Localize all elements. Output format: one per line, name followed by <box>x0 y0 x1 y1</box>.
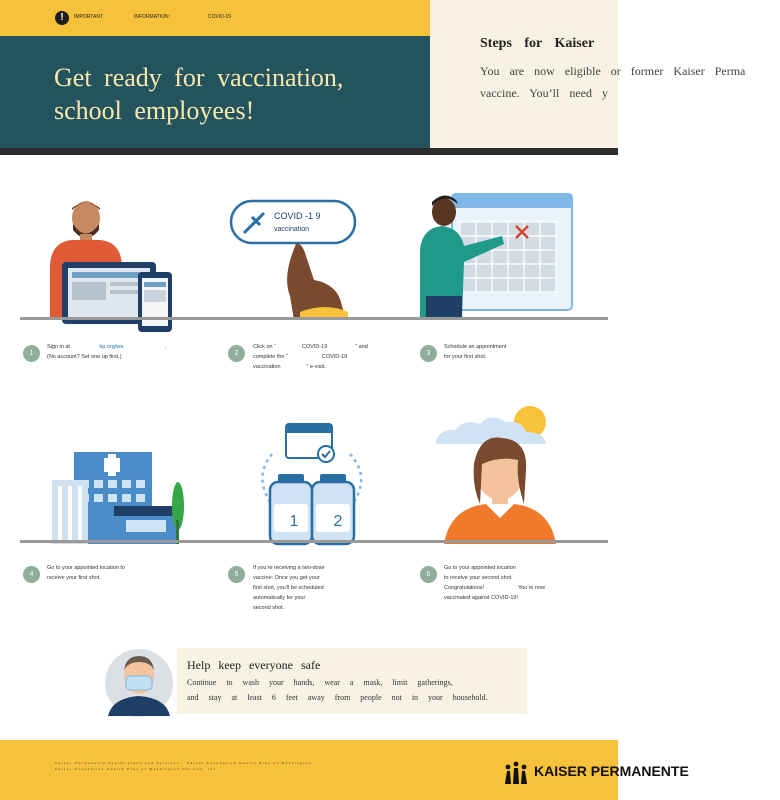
tag-information: INFORMATION: <box>134 14 171 20</box>
step-2-text: Click on “ COVID-19 ” and complete the “ COVID-19 vaccination ” e-visit. <box>253 344 368 370</box>
hero-banner <box>0 36 430 148</box>
logo-text: KAISER PERMANENTE <box>534 763 689 779</box>
step-2-badge: 2 <box>228 345 245 362</box>
top-info-strip <box>0 0 430 36</box>
step-5-badge: 5 <box>228 566 245 583</box>
step-1-text: Sign in at kp.org/wa . (No account? Set one up first.) <box>47 344 167 360</box>
vaccinated-person-icon <box>430 404 570 544</box>
safety-text: Continue to wash your hands, wear a mask, limit gatherings, and stay at least 6 feet away from people not in your household. <box>187 678 488 702</box>
tag-important: IMPORTANT <box>74 14 103 20</box>
kaiser-permanente-logo <box>502 760 689 786</box>
dose-2-label: 2 <box>333 513 343 530</box>
step-6-text: Go to your appointed location to receive your second shot. Congratulations! You’re now vaccinated against COVID-19! <box>444 565 546 601</box>
exclamation-circle-icon: ! <box>55 11 69 25</box>
step-5-text: If you’re receiving a two-dose vaccine: Once you get your first shot, you’ll be scheduled automatically for your second shot. <box>253 565 325 611</box>
steps-intro-text: You are now eligible or former Kaiser Perma vaccine. You’ll need y <box>480 64 746 100</box>
bubble-vaccination-label: vaccination <box>274 226 310 233</box>
calendar-schedule-icon <box>412 192 577 322</box>
steps-intro-box <box>430 0 746 148</box>
dose-1-label: 1 <box>289 513 299 530</box>
safety-title: Help keep everyone safe <box>187 658 321 672</box>
steps-title: Steps for Kaiser <box>480 36 595 51</box>
step-4-badge: 4 <box>23 566 40 583</box>
step-1-text-a: Sign in at <box>47 344 70 350</box>
covid-vaccination-tap-icon <box>230 196 360 320</box>
bubble-covid-label: COVID -1 9 <box>274 211 321 221</box>
footer <box>0 740 689 800</box>
page-title: Get ready for vaccination, school employees! <box>54 63 344 125</box>
step-3-badge: 3 <box>420 345 437 362</box>
tag-topic: COVID-19 <box>208 14 232 20</box>
kp-org-link[interactable]: kp.org/wa <box>99 344 124 350</box>
row-1-line <box>20 317 608 320</box>
safety-box <box>177 648 527 714</box>
step-1-badge: 1 <box>23 345 40 362</box>
step-3-text: Schedule an appointment for your first shot. <box>444 344 507 360</box>
vaccination-location-icon <box>52 450 192 546</box>
laptop-user-icon <box>40 198 180 328</box>
step-1-text-c: (No account? Set one up first.) <box>47 354 122 360</box>
step-4-text: Go to your appointed location to receive your first shot. <box>47 565 125 581</box>
masked-person-icon <box>102 646 176 716</box>
kaiser-permanente-logo-icon <box>502 760 530 784</box>
two-dose-vials-icon <box>252 422 372 546</box>
footer-fine-print: Kaiser Permanente health plans and services · Kaiser Foundation Health Plan of Washington · Kaiser Foundation Health Plan of Washington Options, Inc. <box>55 761 317 771</box>
header-divider <box>0 148 618 155</box>
step-6-badge: 6 <box>420 566 437 583</box>
row-2-line <box>20 540 608 543</box>
